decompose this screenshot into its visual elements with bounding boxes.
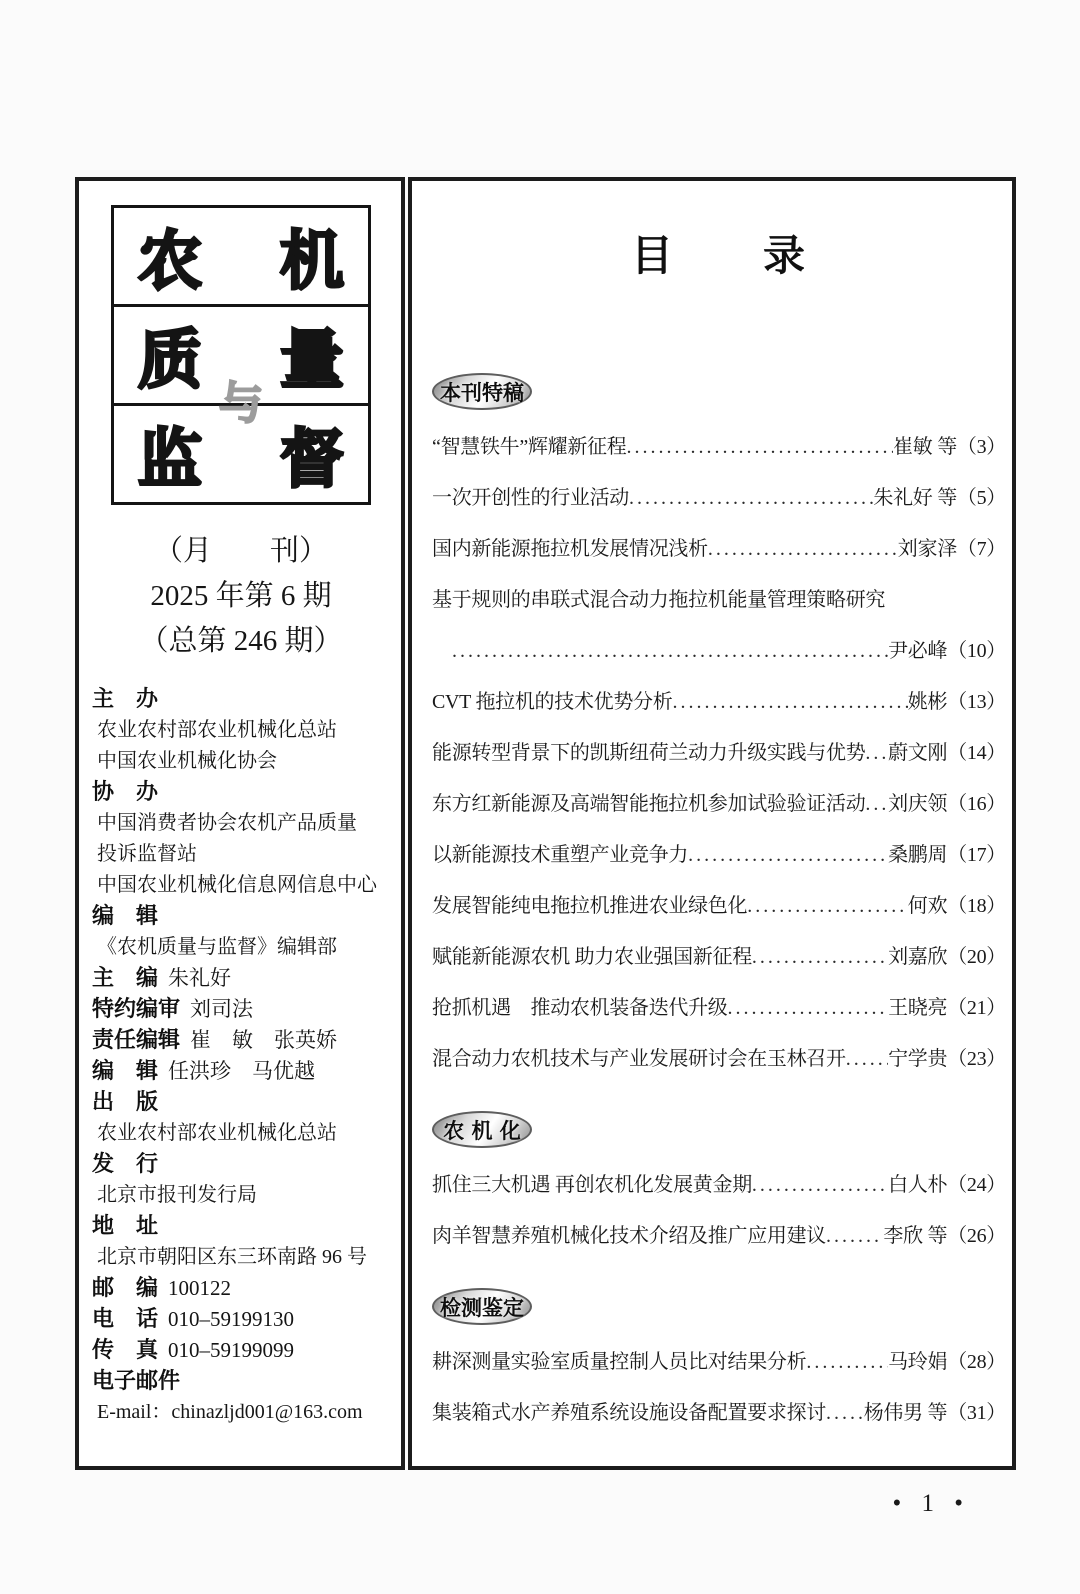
- masthead-value-line: 农业农村部农业机械化总站: [97, 719, 337, 741]
- masthead-entry: [92, 994, 390, 1025]
- entry-author-page: 姚彬（13）: [907, 691, 1006, 713]
- masthead-label: 电子邮件: [92, 1369, 181, 1394]
- logo-character: 量: [280, 324, 344, 398]
- entry-title: 耕深测量实验室质量控制人员比对结果分析: [432, 1351, 807, 1373]
- leader-dots: [688, 830, 888, 881]
- entry-author-page: 王晓亮（21）: [888, 997, 1006, 1019]
- leader-dots: [846, 1034, 888, 1085]
- masthead-value: 朱礼好: [168, 966, 232, 990]
- leader-dots: [865, 728, 888, 779]
- masthead-entry: [92, 1056, 390, 1087]
- entry-author-page: 刘庆领（16）: [888, 793, 1006, 815]
- masthead-sidebar: [75, 177, 405, 1470]
- toc-entry: [432, 1337, 1006, 1388]
- toc-entry: [432, 932, 1006, 983]
- masthead-label: 主 编: [92, 966, 159, 991]
- masthead-value: 崔 敏 张英娇: [190, 1028, 338, 1052]
- leader-dots: [708, 524, 898, 575]
- masthead-label: 出 版: [92, 1090, 159, 1115]
- logo-rows: [114, 208, 368, 502]
- entry-author-page: 李欣 等（26）: [883, 1225, 1006, 1247]
- toc-entry: [432, 1388, 1006, 1439]
- entry-author-page: 宁学贵（23）: [888, 1048, 1006, 1070]
- entry-title: 能源转型背景下的凯斯纽荷兰动力升级实践与优势: [432, 742, 866, 764]
- masthead-value: 任洪珍 马优越: [168, 1059, 316, 1083]
- toc-entry: [432, 983, 1006, 1034]
- entry-title: “智慧铁牛”辉耀新征程: [432, 436, 627, 458]
- entry-author-page: 何欢（18）: [907, 895, 1006, 917]
- logo-character: 质: [138, 324, 202, 398]
- masthead-value-line: 中国消费者协会农机产品质量: [97, 812, 357, 834]
- masthead-label: 主 办: [92, 687, 159, 712]
- masthead-label: 地 址: [92, 1214, 159, 1239]
- toc-entry: [432, 1160, 1006, 1211]
- entry-title: 肉羊智慧养殖机械化技术介绍及推广应用建议: [432, 1225, 826, 1247]
- leader-dots: [626, 422, 893, 473]
- journal-logo: [111, 205, 371, 505]
- toc-entry-leader-line: [432, 626, 1006, 677]
- leader-dots: [452, 626, 888, 677]
- masthead-value-line: E-mail：chinazljd001@163.com: [97, 1401, 363, 1423]
- logo-character: 机: [280, 225, 344, 299]
- masthead-label: 责任编辑: [92, 1028, 181, 1053]
- toc-entry: [432, 1034, 1006, 1085]
- toc-entry: [432, 728, 1006, 779]
- leader-dots: [747, 881, 908, 932]
- leader-dots: [752, 932, 888, 983]
- issue-info: [92, 529, 390, 664]
- masthead-value-line: 《农机质量与监督》编辑部: [97, 936, 337, 958]
- entry-title: 国内新能源拖拉机发展情况浅析: [432, 538, 708, 560]
- journal-contents-page: [75, 177, 1016, 1470]
- entry-author-page: 马玲娟（28）: [888, 1351, 1006, 1373]
- leader-dots: [752, 1160, 888, 1211]
- masthead-label: 特约编审: [92, 997, 181, 1022]
- leader-dots: [629, 473, 873, 524]
- entry-title: 赋能新能源农机 助力农业强国新征程: [432, 946, 752, 968]
- entry-title: 集装箱式水产养殖系统设施设备配置要求探讨: [432, 1402, 826, 1424]
- masthead-label: 协 办: [92, 780, 159, 805]
- toc-title: 目 录: [630, 234, 807, 280]
- entry-author-page: 白人朴（24）: [888, 1174, 1006, 1196]
- toc-entry: [432, 1211, 1006, 1262]
- toc-entry: [432, 422, 1006, 473]
- toc-entry: [432, 830, 1006, 881]
- masthead-value: 010–59199099: [168, 1338, 295, 1362]
- issue-line: （总第 246 期）: [139, 625, 343, 657]
- masthead-value: 刘司法: [190, 997, 254, 1021]
- entry-title: 基于规则的串联式混合动力拖拉机能量管理策略研究: [432, 589, 886, 611]
- masthead-value-line: 农业农村部农业机械化总站: [97, 1122, 337, 1144]
- leader-dots: [672, 677, 907, 728]
- masthead-entry: [92, 1025, 390, 1056]
- logo-row: [114, 208, 368, 304]
- entry-author-page: 尹必峰（10）: [888, 640, 1006, 662]
- masthead-label: 发 行: [92, 1152, 159, 1177]
- logo-character: 农: [138, 225, 202, 299]
- toc-entry-title-line: [432, 575, 1006, 626]
- page-number: • 1 •: [892, 1490, 970, 1517]
- toc-sections: [432, 373, 1006, 1439]
- entry-title: 东方红新能源及高端智能拖拉机参加试验验证活动: [432, 793, 866, 815]
- masthead-entry: [92, 1335, 390, 1366]
- entry-title: 发展智能纯电拖拉机推进农业绿色化: [432, 895, 748, 917]
- logo-character: 监: [138, 423, 202, 497]
- toc-entry: [432, 881, 1006, 932]
- masthead-entry: [92, 1273, 390, 1304]
- entry-title: 一次开创性的行业活动: [432, 487, 629, 509]
- masthead-value: 010–59199130: [168, 1307, 295, 1331]
- entry-title: 抢抓机遇 推动农机装备迭代升级: [432, 997, 728, 1019]
- logo-character: 督: [280, 423, 344, 497]
- entry-title: CVT 拖拉机的技术优势分析: [432, 691, 673, 713]
- leader-dots: [826, 1211, 883, 1262]
- masthead-value-line: 投诉监督站: [97, 843, 197, 865]
- entry-title: 以新能源技术重塑产业竞争力: [432, 844, 689, 866]
- entry-author-page: 刘嘉欣（20）: [888, 946, 1006, 968]
- leader-dots: [728, 983, 889, 1034]
- issue-line: 2025 年第 6 期: [150, 580, 332, 612]
- masthead-info-list: [92, 684, 390, 1428]
- toc-entry: [432, 524, 1006, 575]
- masthead-label: 邮 编: [92, 1276, 159, 1301]
- entry-author-page: 桑鹏周（17）: [888, 844, 1006, 866]
- leader-dots: [826, 1388, 864, 1439]
- masthead-entry: [92, 963, 390, 994]
- masthead-value-line: 北京市报刊发行局: [97, 1184, 257, 1206]
- masthead-label: 电 话: [92, 1307, 159, 1332]
- leader-dots: [806, 1337, 888, 1388]
- masthead-value-line: 中国农业机械化信息网信息中心: [97, 874, 377, 896]
- toc-entry: [432, 677, 1006, 728]
- section-badge: 本刊特稿: [432, 373, 532, 410]
- masthead-entry: [92, 1304, 390, 1335]
- issue-line: （月 刊）: [153, 535, 328, 567]
- masthead-label: 传 真: [92, 1338, 159, 1363]
- table-of-contents-panel: [408, 177, 1016, 1470]
- entry-title: 抓住三大机遇 再创农机化发展黄金期: [432, 1174, 752, 1196]
- masthead-label: 编 辑: [92, 1059, 159, 1084]
- masthead-value: 100122: [168, 1276, 232, 1300]
- entry-author-page: 蔚文刚（14）: [888, 742, 1006, 764]
- entry-author-page: 崔敏 等（3）: [893, 436, 1006, 458]
- masthead-value-line: 中国农业机械化协会: [97, 750, 277, 772]
- entry-author-page: 杨伟男 等（31）: [863, 1402, 1006, 1424]
- entry-author-page: 刘家泽（7）: [897, 538, 1006, 560]
- toc-entry: [432, 473, 1006, 524]
- entry-author-page: 朱礼好 等（5）: [873, 487, 1006, 509]
- toc-entry: [432, 779, 1006, 830]
- entry-title: 混合动力农机技术与产业发展研讨会在玉林召开: [432, 1048, 846, 1070]
- section-badge: 农 机 化: [432, 1111, 532, 1148]
- masthead-label: 编 辑: [92, 904, 159, 929]
- logo-connector-character: 与: [219, 377, 263, 429]
- section-badge: 检测鉴定: [432, 1288, 532, 1325]
- leader-dots: [865, 779, 888, 830]
- masthead-value-line: 北京市朝阳区东三环南路 96 号: [97, 1246, 367, 1268]
